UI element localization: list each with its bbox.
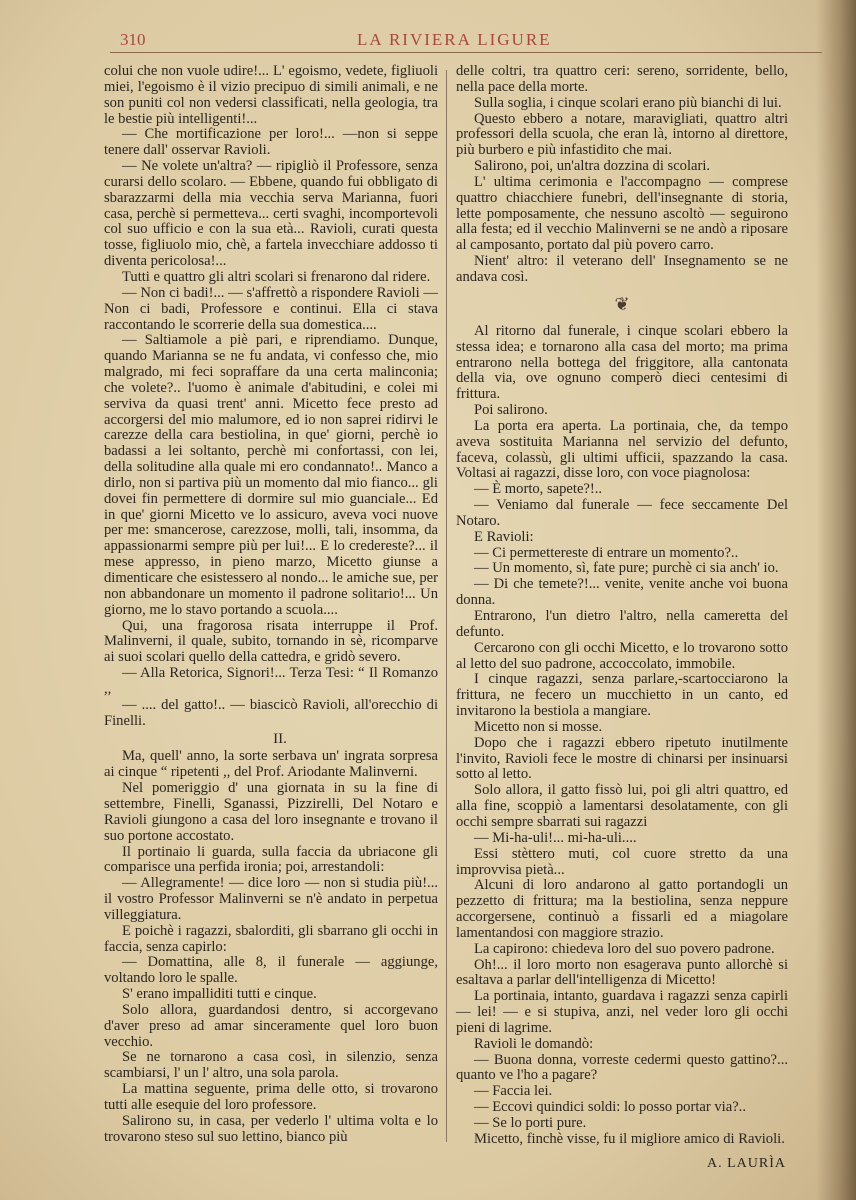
paragraph: Oh!... il loro morto non esagerava punto allorchè si esaltava a parlar dell'intelligenza di Micetto! xyxy=(456,956,788,989)
paragraph: Questo ebbero a notare, maravigliati, quattro altri professori della scuola, che eran là, intorno al direttore, più burbero e più infastidito che mai. xyxy=(456,110,788,159)
paragraph: Tutti e quattro gli altri scolari si frenarono dal ridere. xyxy=(122,268,431,285)
header-rule xyxy=(110,52,822,53)
paragraph: — Domattina, alle 8, il funerale — aggiunge, voltando loro le spalle. xyxy=(104,954,438,987)
paragraph: Se ne tornarono a casa così, in silenzio, senza scambiarsi, l' un l' altro, una sola parola. xyxy=(104,1049,438,1082)
paragraph: — .... del gatto!.. — biascicò Ravioli, all'orecchio di Finelli. xyxy=(104,696,438,729)
column-divider xyxy=(446,70,447,1142)
paragraph: E Ravioli: xyxy=(474,528,534,545)
paragraph: Qui, una fragorosa risata interruppe il Prof. Malinverni, il quale, subito, tornando in sè, ricomparve ai suoi scolari quello della cattedra, e gridò severo. xyxy=(104,617,438,666)
right-column xyxy=(456,64,788,1172)
paragraph: Nient' altro: il veterano dell' Insegnamento se ne andava così. xyxy=(456,253,788,285)
paragraph: Solo allora, il gatto fissò lui, poi gli altri quattro, ed alla fine, scoppiò a lamentarsi desolatamente, con gli occhi sempre sbarrati sui ragazzi xyxy=(456,782,788,830)
paragraph: colui che non vuole udire!... L' egoismo, vedete, figliuoli miei, l'egoismo è il vizio precipuo di simili animali, e ne son puniti col non vedersi classificati, nella geologia, tra le bestie più intelligenti!... xyxy=(104,63,438,127)
paragraph: — Mi-ha-uli!... mi-ha-uli.... xyxy=(474,829,637,846)
paragraph: Cercarono con gli occhi Micetto, e lo trovarono sotto al letto del suo padrone, accoccolato, immobile. xyxy=(456,639,788,672)
paragraph: — Che mortificazione per loro!... —non si seppe tenere dall' osservar Ravioli. xyxy=(104,126,438,159)
page-number: 310 xyxy=(120,30,146,49)
paragraph: — Veniamo dal funerale — fece seccamente Del Notaro. xyxy=(456,497,788,529)
paragraph: — Eccovi quindici soldi: lo posso portar via?.. xyxy=(474,1099,746,1116)
paragraph: — Ne volete un'altra? — ripigliò il Professore, senza curarsi dello scolaro. — Ebbene, quando fui obbligato di sbarazzarmi della mia vecchia serva Marianna, fuori casa, perchè si permetteva... certi svaghi, incomportevoli col suo ufficio e con la sua età... Ravioli, curati questa tosse, figliuolo mio, chè, a fartela invecchiare addosso ti diventa pericolosa!... xyxy=(104,158,438,270)
paragraph: Alcuni di loro andarono al gatto portandogli un pezzetto di frittura; ma la bestiolina, senza neppure accorgersene, continuò a fissarli ed a miagolare lamentandosi con maggiore strazio. xyxy=(456,877,788,941)
paragraph: — Di che temete?!... venite, venite anche voi buona donna. xyxy=(456,576,788,609)
paragraph: I cinque ragazzi, senza parlare,-scartocciarono la frittura, ne fecero un mucchietto in un canto, ed invitarono la bestiola a mangiare. xyxy=(456,671,788,720)
paragraph: Nel pomeriggio d' una giornata in su la fine di settembre, Finelli, Sganassi, Pizzirelli, Del Notaro e Ravioli giungono a casa del loro insegnante e trovano il suo portone accostato. xyxy=(104,780,438,844)
paragraph: Entrarono, l'un dietro l'altro, nella cameretta del defunto. xyxy=(456,608,788,640)
paragraph: L' ultima cerimonia e l'accompagno — comprese quattro chiacchiere funebri, dell'insegnante di storia, lette pomposamente, che nessuno ascoltò — seguirono alla festa; ed il vecchio Malinverni se ne andò a riposare al camposanto, portato dal più povero carro. xyxy=(456,173,788,254)
paragraph: La portinaia, intanto, guardava i ragazzi senza capirli — lei! — e si stupiva, anzi, nel veder loro gli occhi pieni di lagrime. xyxy=(456,988,788,1036)
paragraph: Salirono su, in casa, per vederlo l' ultima volta e lo trovarono steso sul suo lettino, bianco più xyxy=(104,1112,438,1145)
paragraph: Ma, quell' anno, la sorte serbava un' ingrata sorpresa ai cinque “ ripetenti ,, del Prof. Ariodante Malinverni. xyxy=(104,748,438,781)
paragraph: La capirono: chiedeva loro del suo povero padrone. xyxy=(474,940,775,957)
paragraph: S' erano impalliditi tutti e cinque. xyxy=(122,986,317,1003)
paragraph: — Se lo porti pure. xyxy=(474,1115,587,1131)
section-ornament: ❦ xyxy=(614,293,630,314)
paragraph: — Saltiamole a piè pari, e riprendiamo. Dunque, quando Marianna se ne fu andata, vi confesso che, mio malgrado, mi feci sopraffare da una certa malinconia; che volete?.. l'uomo è animale d'abitudini, e colei mi serviva da quasi trent' anni. Micetto fece presto ad accorgersi del mio malumore, ed io non saprei ridirvi le carezze della cara bestiolina, in que' giorni, perchè io badassi a lei soltanto, perchè mi confortassi, con lei, della solitudine alla quale mi ero condannato!.. Manco a dirlo, non si partiva più un momento dal mio fianco... gli dovei fin permettere di dormire sul mio guanciale... Ed in que' giorni Micetto ve lo assicuro, aveva voci nuove per me: smancerose, carezzose, molli, tali, insomma, da appassionarmi sempre più per lui!... E lo credereste?... il mese appresso, in pieno marzo, Micetto giunse a dimenticare che esistessero al nondo... le amiche sue, per non abbandonare un momento il padrone solitario!... Un giorno, me lo stavo portando a scuola.... xyxy=(104,332,438,618)
page-header xyxy=(120,30,820,50)
paragraph: E poichè i ragazzi, sbalorditi, gli sbarrano gli occhi in faccia, senza capirlo: xyxy=(104,922,438,955)
paragraph: Micetto, finchè visse, fu il migliore amico di Ravioli. xyxy=(474,1130,785,1147)
paragraph: Sulla soglia, i cinque scolari erano più bianchi di lui. xyxy=(474,94,782,111)
paragraph: Poi salirono. xyxy=(474,402,548,419)
paragraph: Al ritorno dal funerale, i cinque scolari ebbero la stessa idea; e tornarono alla casa del morto; ma prima entrarono nella bottega del friggitore, alla cantonata della via, ove ognuno comperò dieci centesimi di frittura. xyxy=(456,322,788,403)
paragraph: Salirono, poi, un'altra dozzina di scolari. xyxy=(474,158,711,175)
paragraph: — Faccia lei. xyxy=(474,1083,553,1100)
paragraph: La mattina seguente, prima delle otto, si trovarono tutti alle esequie del loro professore. xyxy=(104,1081,438,1113)
paragraph: — Ci permettereste di entrare un momento?.. xyxy=(474,544,739,561)
paragraph: — Buona donna, vorreste cedermi questo gattino?... quanto ve l'ho a pagare? xyxy=(456,1051,788,1084)
section-heading: II. xyxy=(273,731,287,748)
paragraph: — Un momento, sì, fate pure; purchè ci sia anch' io. xyxy=(474,560,779,577)
running-title: LA RIVIERA LIGURE xyxy=(357,30,552,49)
left-column xyxy=(104,64,438,1146)
paragraph: Ravioli le domandò: xyxy=(474,1035,594,1052)
paragraph: Micetto non si mosse. xyxy=(474,718,603,735)
paragraph: — Alla Retorica, Signori!... Terza Tesi: “ Il Romanzo ,, xyxy=(104,665,438,697)
paragraph: Il portinaio li guarda, sulla faccia da ubriacone gli comparisce una perfida ironia; poi, arrestandoli: xyxy=(104,843,438,876)
paragraph: Solo allora, guardandosi dentro, si accorgevano d'aver preso ad amar sinceramente quel loro buon vecchio. xyxy=(104,1001,438,1050)
page-edge-shadow xyxy=(816,0,856,1200)
paragraph: Essi stèttero muti, col cuore stretto da una improvvisa pietà... xyxy=(456,845,788,878)
paragraph: — È morto, sapete?!.. xyxy=(474,481,603,498)
paragraph: — Allegramente! — dice loro — non si studia più!... il vostro Professor Malinverni se n'è andato in perpetua villeggiatura. xyxy=(104,875,438,923)
paragraph: delle coltri, tra quattro ceri: sereno, sorridente, bello, nella pace della morte. xyxy=(456,63,788,95)
author-signature: A. LAURÌA xyxy=(707,1155,786,1171)
paragraph: — Non ci badi!... — s'affrettò a rispondere Ravioli — Non ci badi, Professore e continui. Ella ci stava raccontando le scorrerie della sua domestica.... xyxy=(104,284,438,333)
paragraph: La porta era aperta. La portinaia, che, da tempo aveva sostituita Marianna nel servizio del defunto, faceva, colassù, gli ultimi ufficii, spazzando la casa. Voltasi ai ragazzi, disse loro, con voce piagnolosa: xyxy=(456,417,788,482)
paragraph: Dopo che i ragazzi ebbero ripetuto inutilmente l'invito, Ravioli fece le mostre di chinarsi per insinuarsi sotto al letto. xyxy=(456,734,788,783)
